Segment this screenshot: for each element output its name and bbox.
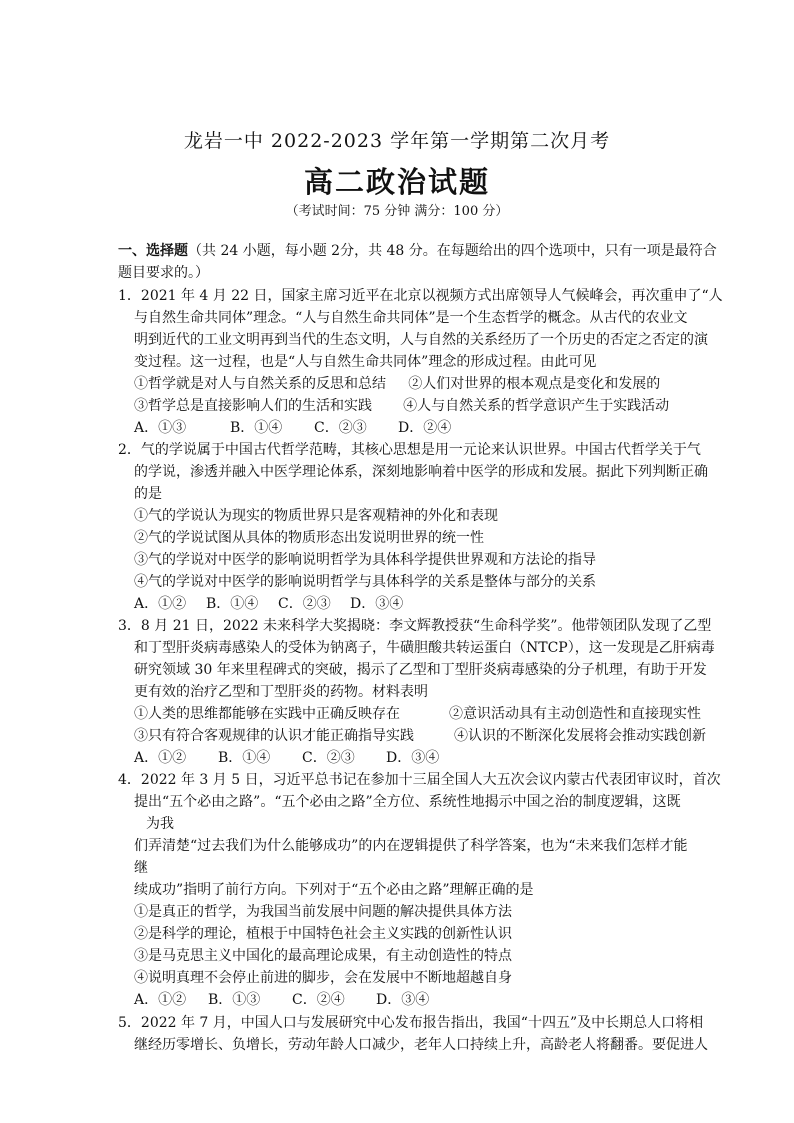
q3-item-line: ③只有符合客观规律的认识才能正确指导实践 ④认识的不断深化发展将会推动实践创新 <box>134 728 707 744</box>
q2-item-line: ④气的学说对中医学的影响说明哲学与具体科学的关系是整体与部分的关系 <box>134 574 596 590</box>
q1-stem-line: 与自然生命共同体”理念。“人与自然生命共同体”是一个生态哲学的概念。从古代的农业文 <box>134 310 688 326</box>
q4-stem-line: 4．2022 年 3 月 5 日，习近平总书记在参加十三届全国人大五次会议内蒙古代表团审议时，首次 <box>118 772 721 788</box>
q2-stem-line: 的学说，渗透并融入中医学理论体系，深刻地影响着中医学的形成和发展。据此下列判断正确 <box>134 464 708 480</box>
q5-stem-line: 5．2022 年 7 月，中国人口与发展研究中心发布报告指出，我国“十四五”及中长期总人口将相 <box>118 1015 704 1031</box>
section-instruction-2: 题目要求的。） <box>118 265 209 281</box>
exam-info: （考试时间：75 分钟 满分：100 分） <box>285 204 509 219</box>
q4-stem-line: 继 <box>134 860 148 876</box>
q2-item-line: ①气的学说认为现实的物质世界只是客观精神的外化和表现 <box>134 508 498 524</box>
choice-b: B．①④ <box>230 420 283 436</box>
choice-b: B．①③ <box>208 992 261 1008</box>
q2-stem-line: 的是 <box>134 486 162 502</box>
choice-a: A．①③ <box>134 420 187 436</box>
choice-b: B．①④ <box>218 750 271 766</box>
q4-stem-line: 续成功”指明了前行方向。下列对于“五个必由之路”理解正确的是 <box>134 882 534 898</box>
q3-stem-line: 和丁型肝炎病毒感染人的受体为钠离子，牛磺胆酸共转运蛋白（NTCP），这一发现是乙肝病毒 <box>134 640 715 656</box>
q5-stem-line: 继经历零增长、负增长，劳动年龄人口减少，老年人口持续上升，高龄老人将翻番。要促进人 <box>134 1037 708 1053</box>
q4-item-line: ①是真正的哲学，为我国当前发展中问题的解决提供具体方法 <box>134 904 512 920</box>
q1-stem-line: 明到近代的工业文明再到当代的生态文明，人与自然的关系经历了一个历史的否定之否定的演 <box>134 332 708 348</box>
q4-item-line: ④说明真理不会停止前进的脚步，会在发展中不断地超越自身 <box>134 970 512 986</box>
choice-a: A．①② <box>134 596 187 612</box>
section-heading: 一、选择题 <box>118 243 188 259</box>
choice-b: B．①④ <box>206 596 259 612</box>
subject-title: 高二政治试题 <box>303 165 490 199</box>
q1-stem-line: 1．2021 年 4 月 22 日，国家主席习近平在北京以视频方式出席领导人气候峰会，再次重申了“人 <box>118 288 723 304</box>
q4-stem-line: 为我 <box>146 816 174 832</box>
q1-stem-line: 变过程。这一过程，也是“人与自然生命共同体”理念的形成过程。由此可见 <box>134 354 597 370</box>
section-instruction <box>118 241 717 261</box>
q1-item-line: ①哲学就是对人与自然关系的反思和总结 ②人们对世界的根本观点是变化和发展的 <box>134 376 661 392</box>
q2-stem-line: 2．气的学说属于中国古代哲学范畴，其核心思想是用一元论来认识世界。中国古代哲学关于气 <box>118 442 701 458</box>
q4-item-line: ③是马克思主义中国化的最高理论成果，有主动创造性的特点 <box>134 948 512 964</box>
q2-item-line: ③气的学说对中医学的影响说明哲学为具体科学提供世界观和方法论的指导 <box>134 552 596 568</box>
choice-a: A．①② <box>134 750 187 766</box>
q4-stem-line: 们弄清楚“过去我们为什么能够成功”的内在逻辑提供了科学答案，也为“未来我们怎样才能 <box>134 838 688 854</box>
choice-d: D．③④ <box>386 750 440 766</box>
q3-item-line: ①人类的思维都能够在实践中正确反映存在 ②意识活动具有主动创造性和直接现实性 <box>134 706 701 722</box>
choice-d: D．②④ <box>398 420 452 436</box>
q3-stem-line: 研究领域 30 年来里程碑式的突破，揭示了乙型和丁型肝炎病毒感染的分子机理，有助于开发 <box>134 662 707 678</box>
choice-d: D．③④ <box>350 596 404 612</box>
choice-c: C．②③ <box>314 420 367 436</box>
q3-stem-line: 更有效的治疗乙型和丁型肝炎的药物。材料表明 <box>134 684 428 700</box>
q4-stem-line: 提出“五个必由之路”。“五个必由之路”全方位、系统性地揭示中国之治的制度逻辑，这既 <box>134 794 681 810</box>
choice-a: A．①② <box>134 992 187 1008</box>
q2-item-line: ②气的学说试图从具体的物质形态出发说明世界的统一性 <box>134 530 484 546</box>
school-title: 龙岩一中 2022-2023 学年第一学期第二次月考 <box>183 130 611 152</box>
q4-item-line: ②是科学的理论，植根于中国特色社会主义实践的创新性认识 <box>134 926 512 942</box>
section-instruction-1: （共 24 小题，每小题 2分，共 48 分。在每题给出的四个选项中，只有一项是最符合 <box>188 243 717 259</box>
choice-d: D．③④ <box>376 992 430 1008</box>
choice-c: C．②③ <box>278 596 331 612</box>
choice-c: C．②③ <box>302 750 355 766</box>
q1-item-line: ③哲学总是直接影响人们的生活和实践 ④人与自然关系的哲学意识产生于实践活动 <box>134 398 670 414</box>
choice-c: C．②④ <box>292 992 345 1008</box>
q3-stem-line: 3．8 月 21 日，2022 未来科学大奖揭晓：李文辉教授获“生命科学奖”。他带领团队发现了乙型 <box>118 618 712 634</box>
